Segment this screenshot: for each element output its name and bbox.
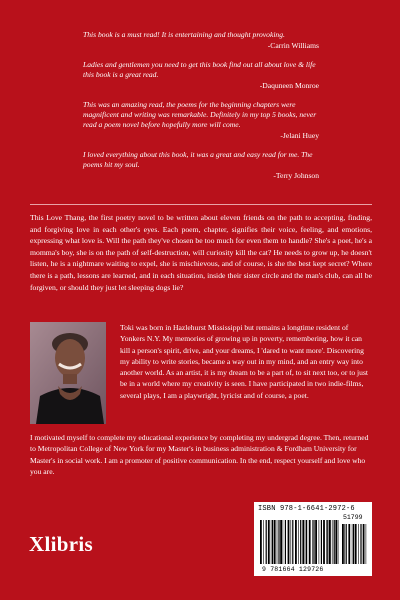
barcode-bar xyxy=(358,524,359,564)
barcode-bar xyxy=(302,520,304,564)
barcode-bar xyxy=(338,520,339,564)
barcode-bar xyxy=(271,520,272,564)
barcode-bar xyxy=(313,520,314,564)
isbn-label: ISBN 978-1-6641-2972-6 xyxy=(258,505,355,513)
barcode-bar xyxy=(344,524,345,564)
review-text: This was an amazing read, the poems for the beginning chapters were magnificent and writing was remarkable. Definitely in my top 5 books, never read a poem novel before hopefully more will come. xyxy=(83,100,317,129)
barcode-bar xyxy=(346,524,347,564)
author-photo xyxy=(30,322,106,424)
barcode-bar xyxy=(300,520,301,564)
author-portrait-image xyxy=(30,322,106,424)
barcode-bar xyxy=(327,520,328,564)
barcode-bar xyxy=(260,520,262,564)
barcode-digits: 9 781664 129726 xyxy=(262,566,324,573)
barcode-bar xyxy=(360,524,361,564)
barcode-bar xyxy=(277,520,278,564)
barcode-bar xyxy=(292,520,293,564)
review xyxy=(83,30,319,51)
barcode-bar xyxy=(363,524,365,564)
barcode-bar xyxy=(332,520,333,564)
barcode-bar xyxy=(335,520,337,564)
review-author: -Jelani Huey xyxy=(280,131,319,140)
price-code: 51799 xyxy=(343,514,363,521)
review xyxy=(83,60,319,91)
barcode-bar xyxy=(285,520,286,564)
barcode-bar xyxy=(319,520,320,564)
review-author: -Daquneen Monroe xyxy=(259,81,319,90)
barcode-bar xyxy=(321,520,322,564)
barcode-bar xyxy=(315,520,317,564)
barcode-bars xyxy=(260,520,340,564)
review-text: Ladies and gentlemen you need to get this book find out all about love & life this book is a great read. xyxy=(83,60,316,79)
author-bio-continued: I motivated myself to complete my educational experience by completing my undergrad degree. Then, returned to Metropolitan College of New York for my Master's in business administration & Fordham University for Master's in social work. I am a promoter of positive communication. In the end, respect yourself and love who you are. xyxy=(30,433,369,476)
review xyxy=(83,100,319,141)
review-author: -Carrin Williams xyxy=(267,41,319,50)
barcode-bar xyxy=(280,520,282,564)
barcode-bar xyxy=(272,520,273,564)
author-bio: Toki was born in Hazlehurst Mississippi but remains a longtime resident of Yonkers N.Y. My memories of growing up in poverty, remembering, how it can kill a person's spirit, drive, and your dreams, I 'dared to want more'. Discovering my ability to write stories, became a way out in my mind, and an entry way into another world. As an artist, it is my dream to be a part of, to sit next too, or to just be in a world where my creativity is seen. I have participated in two indie-films, several plays, I am a playwright, lyricist and of course, a poet. xyxy=(120,323,369,400)
review xyxy=(83,150,319,181)
book-description: This Love Thang, the first poetry novel to be written about eleven friends on the path to accepting, finding, and forgiving love in each other's eyes. Each poem, chapter, signifies their voice, feeling, and emotions, expressing what love is. Will the path they've chosen be too much for even them to handle? She's a poet, he's a momma's boy, she is on the path of self-destruction, will curiosity kill the cat? He needs to grow up, he doesn't listen, he is a nightmare waiting to expel, she is mischievous, and of course, is she the best kept secret? Where there is a path, lessons are learned, and in each situation, inside their sister circle and the man's club, can all be forgiven, or should they just let sleeping dogs lie? xyxy=(30,213,372,292)
barcode-bar xyxy=(305,520,306,564)
barcode-bar xyxy=(274,520,276,564)
barcode-bar xyxy=(323,520,325,564)
isbn-barcode xyxy=(254,502,372,576)
barcode-bar xyxy=(309,520,311,564)
barcode-bar xyxy=(263,520,264,564)
barcode-bar xyxy=(298,520,299,564)
barcode-bar xyxy=(342,524,344,564)
section-divider xyxy=(30,204,372,205)
barcode-bar xyxy=(355,524,357,564)
review-text: I loved everything about this book, it was a great and easy read for me. The poems hit my soul. xyxy=(83,150,313,169)
reviews-section xyxy=(83,30,319,190)
barcode-bar xyxy=(278,520,279,564)
review-text: This book is a must read! It is entertaining and thought provoking. xyxy=(83,30,285,39)
barcode-bar xyxy=(352,524,353,564)
barcode-bar xyxy=(268,520,270,564)
barcode-bar xyxy=(353,524,354,564)
barcode-bar xyxy=(312,520,313,564)
barcode-bar xyxy=(326,520,327,564)
publisher-logo: Xlibris xyxy=(29,532,93,556)
barcode-bar xyxy=(295,520,297,564)
barcode-bar xyxy=(266,520,267,564)
barcode-bar xyxy=(288,520,290,564)
barcode-bar xyxy=(334,520,335,564)
barcode-bar xyxy=(366,524,367,564)
barcode-bar xyxy=(291,520,292,564)
barcode-bar xyxy=(348,524,350,564)
barcode-bar xyxy=(329,520,331,564)
barcode-bar xyxy=(306,520,307,564)
price-barcode-bars xyxy=(342,524,368,568)
review-author: -Terry Johnson xyxy=(273,171,319,180)
barcode-bar xyxy=(283,520,284,564)
